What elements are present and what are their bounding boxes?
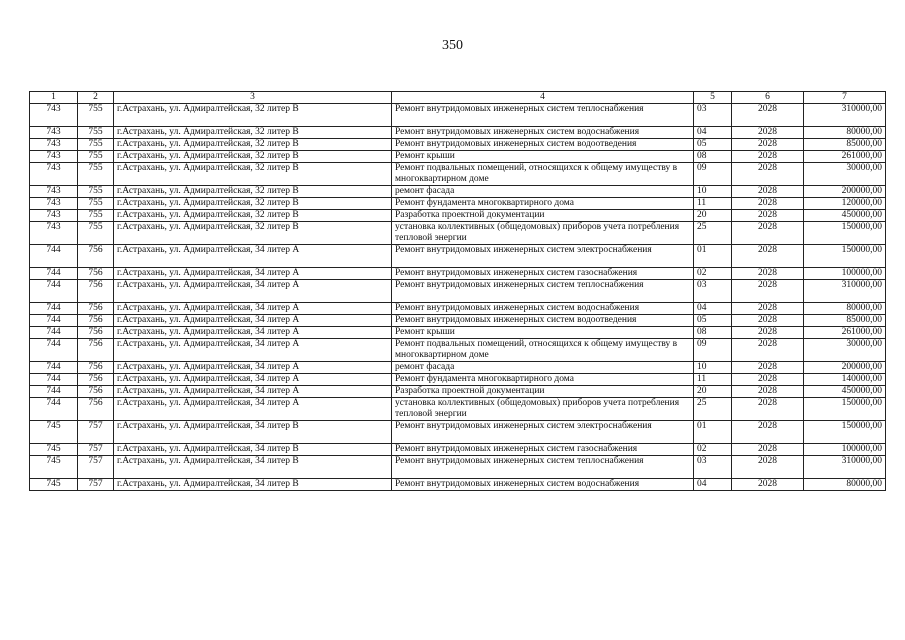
work-code-cell: 25	[694, 398, 732, 421]
record-number-cell: 744	[30, 245, 78, 268]
table-row	[30, 362, 886, 374]
amount-cell: 140000,00	[804, 374, 886, 386]
year-cell: 2028	[732, 186, 804, 198]
work-code-cell: 10	[694, 186, 732, 198]
record-number-cell: 744	[30, 303, 78, 315]
work-type-cell: Ремонт внутридомовых инженерных систем электроснабжения	[392, 421, 694, 444]
amount-cell: 310000,00	[804, 456, 886, 479]
year-cell: 2028	[732, 339, 804, 362]
page-number: 350	[442, 38, 463, 53]
year-cell: 2028	[732, 127, 804, 139]
year-cell: 2028	[732, 210, 804, 222]
house-number-cell: 756	[78, 339, 114, 362]
work-code-cell: 02	[694, 268, 732, 280]
year-cell: 2028	[732, 303, 804, 315]
house-number-cell: 756	[78, 268, 114, 280]
table-row	[30, 421, 886, 444]
column-header: 6	[732, 92, 804, 104]
house-number-cell: 755	[78, 186, 114, 198]
column-header: 2	[78, 92, 114, 104]
record-number-cell: 745	[30, 444, 78, 456]
house-number-cell: 755	[78, 139, 114, 151]
table-row	[30, 198, 886, 210]
table-row	[30, 139, 886, 151]
year-cell: 2028	[732, 362, 804, 374]
address-cell: г.Астрахань, ул. Адмиралтейская, 34 литер А	[114, 315, 392, 327]
year-cell: 2028	[732, 139, 804, 151]
column-header: 5	[694, 92, 732, 104]
work-code-cell: 05	[694, 315, 732, 327]
amount-cell: 30000,00	[804, 163, 886, 186]
table-row	[30, 127, 886, 139]
work-type-cell: Ремонт внутридомовых инженерных систем теплоснабжения	[392, 104, 694, 127]
address-cell: г.Астрахань, ул. Адмиралтейская, 34 литер А	[114, 327, 392, 339]
work-type-cell: Ремонт внутридомовых инженерных систем теплоснабжения	[392, 280, 694, 303]
year-cell: 2028	[732, 268, 804, 280]
work-code-cell: 10	[694, 362, 732, 374]
address-cell: г.Астрахань, ул. Адмиралтейская, 32 литер В	[114, 210, 392, 222]
column-header: 7	[804, 92, 886, 104]
address-cell: г.Астрахань, ул. Адмиралтейская, 34 литер А	[114, 339, 392, 362]
year-cell: 2028	[732, 479, 804, 491]
record-number-cell: 744	[30, 386, 78, 398]
year-cell: 2028	[732, 386, 804, 398]
amount-cell: 150000,00	[804, 222, 886, 245]
repair-schedule-table	[29, 91, 886, 491]
amount-cell: 80000,00	[804, 303, 886, 315]
house-number-cell: 756	[78, 386, 114, 398]
work-code-cell: 03	[694, 456, 732, 479]
table-row	[30, 386, 886, 398]
work-type-cell: ремонт фасада	[392, 362, 694, 374]
house-number-cell: 756	[78, 245, 114, 268]
address-cell: г.Астрахань, ул. Адмиралтейская, 34 литер А	[114, 386, 392, 398]
year-cell: 2028	[732, 398, 804, 421]
address-cell: г.Астрахань, ул. Адмиралтейская, 34 литер А	[114, 398, 392, 421]
amount-cell: 450000,00	[804, 386, 886, 398]
table-row	[30, 479, 886, 491]
address-cell: г.Астрахань, ул. Адмиралтейская, 34 литер А	[114, 374, 392, 386]
amount-cell: 261000,00	[804, 151, 886, 163]
work-type-cell: Ремонт внутридомовых инженерных систем теплоснабжения	[392, 456, 694, 479]
record-number-cell: 744	[30, 362, 78, 374]
house-number-cell: 757	[78, 421, 114, 444]
year-cell: 2028	[732, 456, 804, 479]
table-row	[30, 315, 886, 327]
work-code-cell: 20	[694, 386, 732, 398]
amount-cell: 30000,00	[804, 339, 886, 362]
table-row	[30, 222, 886, 245]
amount-cell: 200000,00	[804, 362, 886, 374]
work-code-cell: 08	[694, 151, 732, 163]
work-code-cell: 25	[694, 222, 732, 245]
address-cell: г.Астрахань, ул. Адмиралтейская, 34 литер В	[114, 444, 392, 456]
work-type-cell: Разработка проектной документации	[392, 210, 694, 222]
work-code-cell: 09	[694, 163, 732, 186]
year-cell: 2028	[732, 245, 804, 268]
year-cell: 2028	[732, 444, 804, 456]
work-type-cell: Ремонт внутридомовых инженерных систем водоснабжения	[392, 127, 694, 139]
address-cell: г.Астрахань, ул. Адмиралтейская, 32 литер В	[114, 151, 392, 163]
work-type-cell: Ремонт внутридомовых инженерных систем водоотведения	[392, 315, 694, 327]
table-row	[30, 163, 886, 186]
record-number-cell: 743	[30, 139, 78, 151]
address-cell: г.Астрахань, ул. Адмиралтейская, 34 литер А	[114, 245, 392, 268]
address-cell: г.Астрахань, ул. Адмиралтейская, 34 литер А	[114, 268, 392, 280]
table-row	[30, 280, 886, 303]
work-type-cell: Ремонт внутридомовых инженерных систем газоснабжения	[392, 268, 694, 280]
record-number-cell: 744	[30, 374, 78, 386]
amount-cell: 85000,00	[804, 315, 886, 327]
column-header: 1	[30, 92, 78, 104]
column-header: 3	[114, 92, 392, 104]
house-number-cell: 755	[78, 222, 114, 245]
year-cell: 2028	[732, 104, 804, 127]
record-number-cell: 743	[30, 210, 78, 222]
record-number-cell: 743	[30, 186, 78, 198]
record-number-cell: 745	[30, 421, 78, 444]
record-number-cell: 745	[30, 479, 78, 491]
amount-cell: 100000,00	[804, 268, 886, 280]
house-number-cell: 755	[78, 127, 114, 139]
record-number-cell: 744	[30, 315, 78, 327]
record-number-cell: 743	[30, 198, 78, 210]
table-row	[30, 245, 886, 268]
work-type-cell: установка коллективных (общедомовых) приборов учета потребления тепловой энергии	[392, 222, 694, 245]
work-type-cell: Ремонт фундамента многоквартирного дома	[392, 374, 694, 386]
address-cell: г.Астрахань, ул. Адмиралтейская, 32 литер В	[114, 104, 392, 127]
house-number-cell: 755	[78, 163, 114, 186]
amount-cell: 150000,00	[804, 398, 886, 421]
record-number-cell: 744	[30, 327, 78, 339]
year-cell: 2028	[732, 280, 804, 303]
house-number-cell: 756	[78, 374, 114, 386]
house-number-cell: 756	[78, 327, 114, 339]
record-number-cell: 744	[30, 280, 78, 303]
work-type-cell: Ремонт внутридомовых инженерных систем газоснабжения	[392, 444, 694, 456]
work-type-cell: Ремонт внутридомовых инженерных систем водоснабжения	[392, 479, 694, 491]
work-type-cell: Ремонт подвальных помещений, относящихся к общему имуществу в многоквартирном доме	[392, 163, 694, 186]
house-number-cell: 756	[78, 362, 114, 374]
house-number-cell: 756	[78, 280, 114, 303]
amount-cell: 200000,00	[804, 186, 886, 198]
address-cell: г.Астрахань, ул. Адмиралтейская, 32 литер В	[114, 163, 392, 186]
work-code-cell: 04	[694, 479, 732, 491]
work-code-cell: 09	[694, 339, 732, 362]
year-cell: 2028	[732, 374, 804, 386]
house-number-cell: 755	[78, 210, 114, 222]
address-cell: г.Астрахань, ул. Адмиралтейская, 34 литер В	[114, 456, 392, 479]
address-cell: г.Астрахань, ул. Адмиралтейская, 32 литер В	[114, 186, 392, 198]
address-cell: г.Астрахань, ул. Адмиралтейская, 34 литер В	[114, 479, 392, 491]
table-row	[30, 374, 886, 386]
address-cell: г.Астрахань, ул. Адмиралтейская, 32 литер В	[114, 139, 392, 151]
table-row	[30, 210, 886, 222]
table-row	[30, 104, 886, 127]
house-number-cell: 755	[78, 198, 114, 210]
work-code-cell: 11	[694, 374, 732, 386]
work-type-cell: ремонт фасада	[392, 186, 694, 198]
column-header: 4	[392, 92, 694, 104]
year-cell: 2028	[732, 222, 804, 245]
amount-cell: 100000,00	[804, 444, 886, 456]
amount-cell: 150000,00	[804, 245, 886, 268]
work-code-cell: 08	[694, 327, 732, 339]
house-number-cell: 755	[78, 104, 114, 127]
address-cell: г.Астрахань, ул. Адмиралтейская, 34 литер В	[114, 421, 392, 444]
work-code-cell: 03	[694, 104, 732, 127]
work-type-cell: Ремонт внутридомовых инженерных систем электроснабжения	[392, 245, 694, 268]
work-type-cell: Ремонт внутридомовых инженерных систем водоснабжения	[392, 303, 694, 315]
work-code-cell: 11	[694, 198, 732, 210]
record-number-cell: 743	[30, 104, 78, 127]
work-type-cell: Ремонт крыши	[392, 327, 694, 339]
amount-cell: 80000,00	[804, 479, 886, 491]
table-row	[30, 303, 886, 315]
year-cell: 2028	[732, 151, 804, 163]
address-cell: г.Астрахань, ул. Адмиралтейская, 32 литер В	[114, 222, 392, 245]
amount-cell: 450000,00	[804, 210, 886, 222]
house-number-cell: 757	[78, 444, 114, 456]
amount-cell: 310000,00	[804, 280, 886, 303]
record-number-cell: 743	[30, 222, 78, 245]
table-row	[30, 339, 886, 362]
amount-cell: 150000,00	[804, 421, 886, 444]
house-number-cell: 757	[78, 479, 114, 491]
year-cell: 2028	[732, 198, 804, 210]
amount-cell: 310000,00	[804, 104, 886, 127]
record-number-cell: 744	[30, 339, 78, 362]
house-number-cell: 757	[78, 456, 114, 479]
amount-cell: 80000,00	[804, 127, 886, 139]
record-number-cell: 745	[30, 456, 78, 479]
address-cell: г.Астрахань, ул. Адмиралтейская, 34 литер А	[114, 280, 392, 303]
table-row	[30, 268, 886, 280]
address-cell: г.Астрахань, ул. Адмиралтейская, 34 литер А	[114, 303, 392, 315]
work-type-cell: Ремонт внутридомовых инженерных систем водоотведения	[392, 139, 694, 151]
house-number-cell: 755	[78, 151, 114, 163]
work-type-cell: Ремонт подвальных помещений, относящихся к общему имуществу в многоквартирном доме	[392, 339, 694, 362]
record-number-cell: 743	[30, 163, 78, 186]
year-cell: 2028	[732, 421, 804, 444]
record-number-cell: 743	[30, 127, 78, 139]
work-type-cell: Ремонт фундамента многоквартирного дома	[392, 198, 694, 210]
house-number-cell: 756	[78, 303, 114, 315]
work-code-cell: 20	[694, 210, 732, 222]
work-code-cell: 04	[694, 127, 732, 139]
record-number-cell: 744	[30, 398, 78, 421]
address-cell: г.Астрахань, ул. Адмиралтейская, 32 литер В	[114, 127, 392, 139]
house-number-cell: 756	[78, 315, 114, 327]
work-type-cell: Разработка проектной документации	[392, 386, 694, 398]
year-cell: 2028	[732, 327, 804, 339]
table-header-row	[30, 92, 886, 104]
work-code-cell: 03	[694, 280, 732, 303]
table-row	[30, 327, 886, 339]
amount-cell: 120000,00	[804, 198, 886, 210]
amount-cell: 261000,00	[804, 327, 886, 339]
house-number-cell: 756	[78, 398, 114, 421]
record-number-cell: 744	[30, 268, 78, 280]
table-row	[30, 151, 886, 163]
year-cell: 2028	[732, 315, 804, 327]
work-code-cell: 01	[694, 421, 732, 444]
table-row	[30, 398, 886, 421]
address-cell: г.Астрахань, ул. Адмиралтейская, 34 литер А	[114, 362, 392, 374]
work-code-cell: 01	[694, 245, 732, 268]
work-code-cell: 04	[694, 303, 732, 315]
table-body	[30, 104, 886, 491]
work-type-cell: Ремонт крыши	[392, 151, 694, 163]
work-code-cell: 02	[694, 444, 732, 456]
amount-cell: 85000,00	[804, 139, 886, 151]
record-number-cell: 743	[30, 151, 78, 163]
table-row	[30, 444, 886, 456]
work-type-cell: установка коллективных (общедомовых) приборов учета потребления тепловой энергии	[392, 398, 694, 421]
work-code-cell: 05	[694, 139, 732, 151]
address-cell: г.Астрахань, ул. Адмиралтейская, 32 литер В	[114, 198, 392, 210]
table-row	[30, 456, 886, 479]
table-row	[30, 186, 886, 198]
year-cell: 2028	[732, 163, 804, 186]
